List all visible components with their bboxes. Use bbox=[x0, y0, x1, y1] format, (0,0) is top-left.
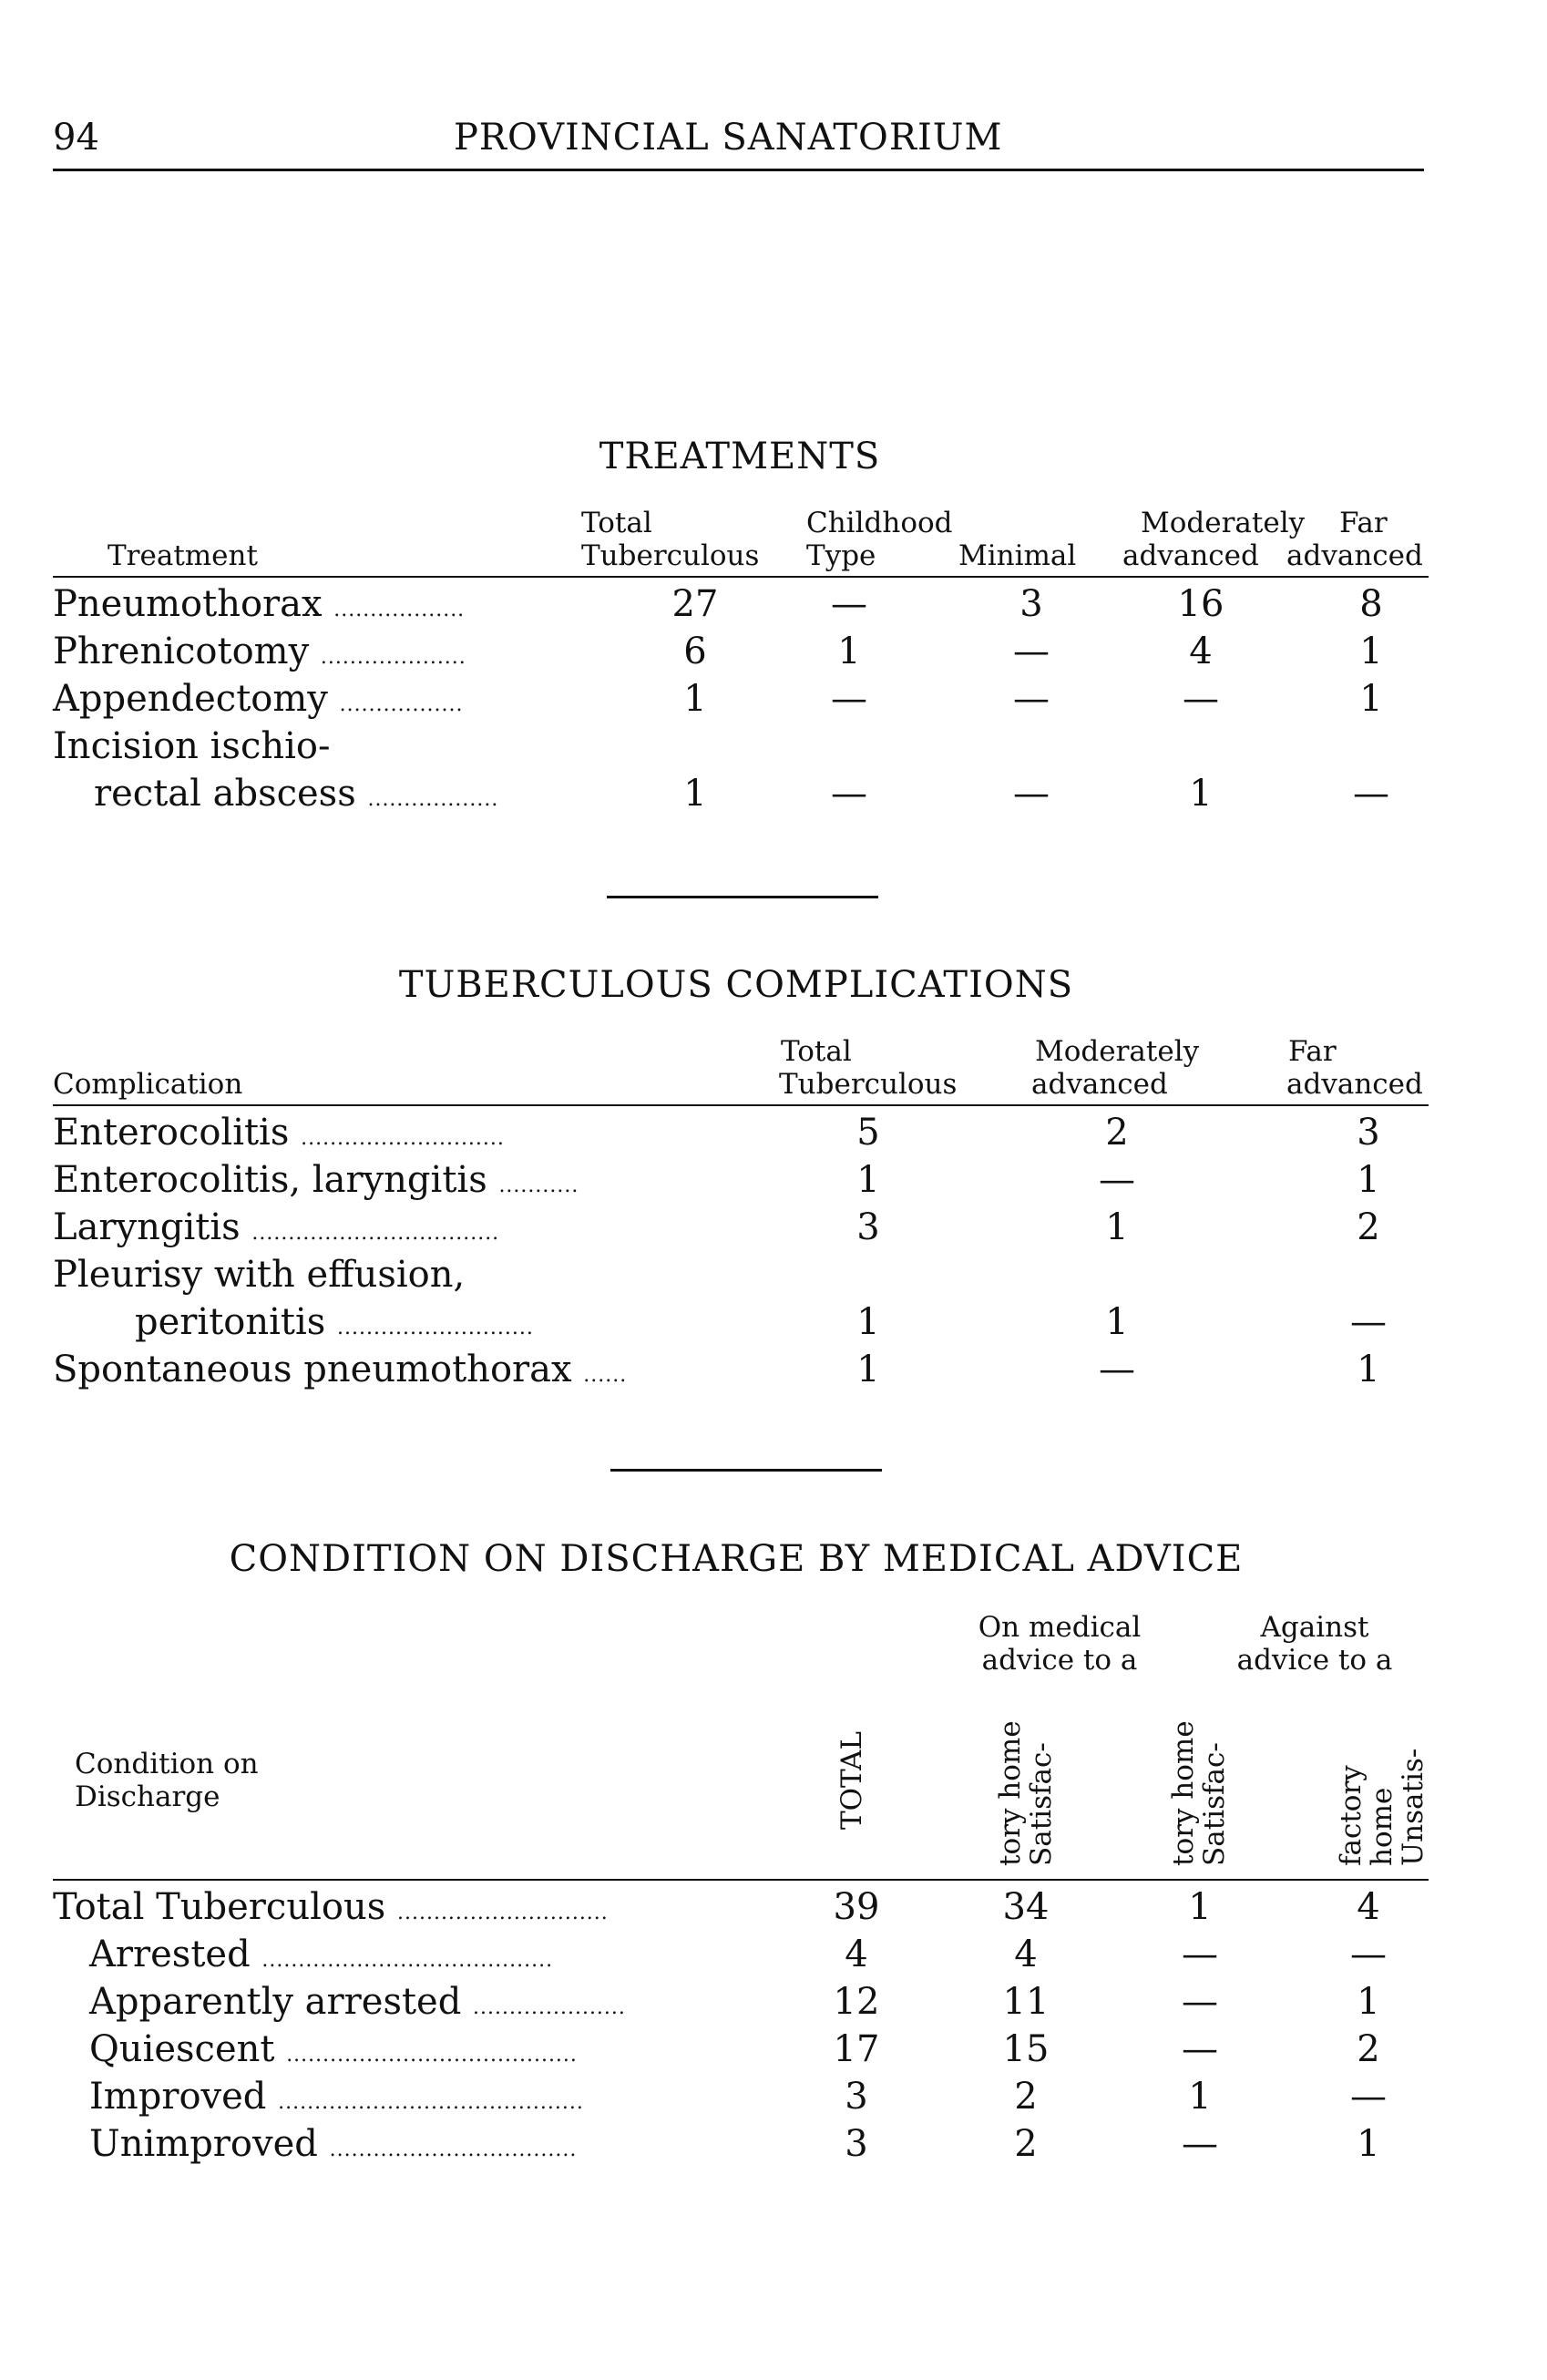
row-label: Apparently arrested ..................... bbox=[89, 1981, 626, 2023]
treatments-header-rule bbox=[53, 576, 1429, 578]
cell-far: — bbox=[1353, 773, 1389, 815]
row-label: Spontaneous pneumothorax ...... bbox=[53, 1349, 628, 1390]
complications-header-moderately: Moderately advanced bbox=[1031, 1035, 1200, 1101]
cell-total: 1 bbox=[683, 678, 707, 720]
complications-header-total: Total Tuberculous bbox=[779, 1035, 958, 1101]
row-label: Quiescent ........................................ bbox=[89, 2028, 578, 2070]
treatments-header-moderately: Moderately advanced bbox=[1122, 507, 1306, 572]
cell-far: 1 bbox=[1357, 1349, 1380, 1390]
cell-far: 1 bbox=[1359, 631, 1383, 672]
treatments-header-minimal: Minimal bbox=[958, 539, 1077, 572]
section-separator bbox=[610, 1469, 882, 1472]
cell-satisfactory-against: 1 bbox=[1188, 2076, 1212, 2118]
discharge-header-condition: Condition on Discharge bbox=[75, 1748, 259, 1813]
header-rule bbox=[53, 169, 1424, 171]
cell-moderately: 1 bbox=[1105, 1206, 1129, 1248]
cell-satisfactory-medical: 4 bbox=[1014, 1934, 1038, 1975]
cell-total: 17 bbox=[833, 2028, 880, 2070]
cell-moderately: — bbox=[1099, 1159, 1135, 1201]
cell-unsatisfactory-against: 4 bbox=[1357, 1886, 1380, 1928]
cell-total: 6 bbox=[683, 631, 707, 672]
cell-moderately: — bbox=[1183, 678, 1219, 720]
discharge-header-on-medical: On medical advice to a bbox=[978, 1611, 1142, 1677]
cell-satisfactory-against: — bbox=[1182, 2123, 1218, 2165]
row-label-cont: peritonitis ........................... bbox=[135, 1301, 534, 1343]
cell-far: — bbox=[1350, 1301, 1387, 1343]
running-title: PROVINCIAL SANATORIUM bbox=[454, 117, 1003, 159]
cell-total: 4 bbox=[845, 1934, 868, 1975]
cell-satisfactory-against: 1 bbox=[1188, 1886, 1212, 1928]
cell-far: 3 bbox=[1357, 1112, 1380, 1154]
discharge-header-against: Against advice to a bbox=[1236, 1611, 1393, 1677]
cell-unsatisfactory-against: 2 bbox=[1357, 2028, 1380, 2070]
cell-satisfactory-medical: 2 bbox=[1014, 2123, 1038, 2165]
cell-total: 1 bbox=[856, 1349, 880, 1390]
row-label: Arrested ........................................ bbox=[89, 1934, 554, 1975]
row-label-cont: rectal abscess .................. bbox=[94, 773, 499, 815]
cell-minimal: 3 bbox=[1019, 583, 1043, 625]
cell-childhood: — bbox=[831, 678, 867, 720]
cell-total: 3 bbox=[845, 2123, 868, 2165]
cell-satisfactory-medical: 15 bbox=[1002, 2028, 1050, 2070]
row-label: Pleurisy with effusion, bbox=[53, 1254, 466, 1296]
cell-moderately: — bbox=[1099, 1349, 1135, 1390]
cell-moderately: 1 bbox=[1105, 1301, 1129, 1343]
cell-far: 2 bbox=[1357, 1206, 1380, 1248]
cell-unsatisfactory-against: 1 bbox=[1357, 1981, 1380, 2023]
cell-total: 1 bbox=[856, 1301, 880, 1343]
row-label: Laryngitis .................................. bbox=[53, 1206, 500, 1248]
treatments-title: TREATMENTS bbox=[599, 436, 881, 477]
cell-minimal: — bbox=[1013, 631, 1050, 672]
cell-far: 8 bbox=[1359, 583, 1383, 625]
cell-satisfactory-medical: 2 bbox=[1014, 2076, 1038, 2118]
cell-far: 1 bbox=[1357, 1159, 1380, 1201]
section-separator bbox=[607, 896, 878, 898]
complications-header-rule bbox=[53, 1104, 1429, 1106]
discharge-header-satisfactory-home-1: tory home Satisfac- bbox=[994, 1720, 1058, 1866]
treatments-header-treatment: Treatment bbox=[108, 539, 258, 572]
complications-title: TUBERCULOUS COMPLICATIONS bbox=[398, 964, 1074, 1006]
cell-total: 12 bbox=[833, 1981, 880, 2023]
cell-satisfactory-medical: 34 bbox=[1002, 1886, 1050, 1928]
row-label: Phrenicotomy .................... bbox=[53, 631, 466, 672]
row-label: Unimproved .................................. bbox=[89, 2123, 578, 2165]
discharge-title: CONDITION ON DISCHARGE BY MEDICAL ADVICE bbox=[229, 1538, 1244, 1580]
row-label: Incision ischio- bbox=[53, 725, 331, 767]
page-number: 94 bbox=[53, 117, 99, 159]
cell-total: 3 bbox=[856, 1206, 880, 1248]
complications-header-complication: Complication bbox=[53, 1068, 243, 1101]
cell-minimal: — bbox=[1013, 678, 1050, 720]
cell-total: 39 bbox=[833, 1886, 880, 1928]
cell-unsatisfactory-against: 1 bbox=[1357, 2123, 1380, 2165]
row-label: Improved .......................................... bbox=[89, 2076, 584, 2118]
cell-unsatisfactory-against: — bbox=[1350, 2076, 1387, 2118]
discharge-header-unsatisfactory-home: factory home Unsatis- bbox=[1335, 1748, 1429, 1866]
cell-moderately: 4 bbox=[1189, 631, 1213, 672]
row-label: Pneumothorax .................. bbox=[53, 583, 466, 625]
cell-satisfactory-against: — bbox=[1182, 1981, 1218, 2023]
treatments-header-childhood: Childhood Type bbox=[806, 507, 953, 572]
cell-total: 1 bbox=[683, 773, 707, 815]
cell-childhood: — bbox=[831, 773, 867, 815]
cell-moderately: 1 bbox=[1189, 773, 1213, 815]
cell-childhood: 1 bbox=[837, 631, 861, 672]
row-label: Total Tuberculous ............................. bbox=[53, 1886, 609, 1928]
row-label: Enterocolitis, laryngitis ........... bbox=[53, 1159, 579, 1201]
cell-satisfactory-against: — bbox=[1182, 1934, 1218, 1975]
discharge-header-rule bbox=[53, 1879, 1429, 1881]
cell-total: 5 bbox=[856, 1112, 880, 1154]
cell-unsatisfactory-against: — bbox=[1350, 1934, 1387, 1975]
treatments-header-far: Far advanced bbox=[1286, 507, 1423, 572]
cell-satisfactory-medical: 11 bbox=[1002, 1981, 1050, 2023]
cell-moderately: 2 bbox=[1105, 1112, 1129, 1154]
cell-childhood: — bbox=[831, 583, 867, 625]
cell-satisfactory-against: — bbox=[1182, 2028, 1218, 2070]
cell-total: 27 bbox=[671, 583, 719, 625]
cell-total: 1 bbox=[856, 1159, 880, 1201]
treatments-header-total: Total Tuberculous bbox=[581, 507, 760, 572]
complications-header-far: Far advanced bbox=[1286, 1035, 1423, 1101]
row-label: Enterocolitis ............................ bbox=[53, 1112, 505, 1154]
cell-far: 1 bbox=[1359, 678, 1383, 720]
discharge-header-satisfactory-home-2: tory home Satisfac- bbox=[1167, 1720, 1231, 1866]
cell-total: 3 bbox=[845, 2076, 868, 2118]
cell-minimal: — bbox=[1013, 773, 1050, 815]
row-label: Appendectomy ................. bbox=[53, 678, 464, 720]
discharge-header-total: TOTAL bbox=[835, 1731, 868, 1831]
cell-moderately: 16 bbox=[1177, 583, 1224, 625]
